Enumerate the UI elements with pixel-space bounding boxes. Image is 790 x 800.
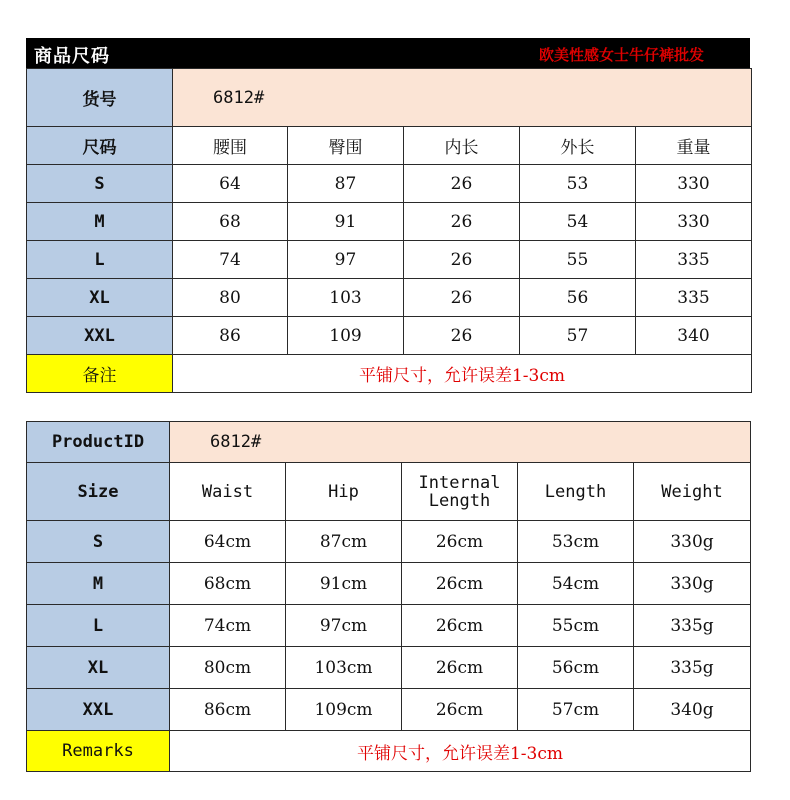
table-cell: 80cm (170, 647, 286, 689)
table-cell: 335 (636, 241, 752, 279)
row-size-label: XXL (27, 317, 173, 355)
table-cell: 26 (404, 279, 520, 317)
size-label: Size (27, 463, 170, 521)
note-row (27, 355, 752, 393)
table-cell: 26cm (402, 647, 518, 689)
table-cell: 109 (288, 317, 404, 355)
size-label: 尺码 (27, 127, 173, 165)
table-cell: 74cm (170, 605, 286, 647)
table-cell: 26cm (402, 689, 518, 731)
table-row (27, 605, 751, 647)
table-cell: 26 (404, 241, 520, 279)
table-cell: 335g (634, 605, 751, 647)
table-cell: 26cm (402, 563, 518, 605)
table-cell: 91cm (286, 563, 402, 605)
table-cell: 57 (520, 317, 636, 355)
column-header: Hip (286, 463, 402, 521)
table-cell: 330 (636, 203, 752, 241)
table-cell: 330g (634, 521, 751, 563)
table-cell: 86 (173, 317, 288, 355)
column-header: Internal Length (402, 463, 518, 521)
column-header: Waist (170, 463, 286, 521)
table-cell: 54 (520, 203, 636, 241)
table-row (27, 647, 751, 689)
table-cell: 330 (636, 165, 752, 203)
column-header: 重量 (636, 127, 752, 165)
row-size-label: XL (27, 279, 173, 317)
size-table-cn (26, 68, 752, 393)
table-cell: 80 (173, 279, 288, 317)
row-size-label: L (27, 241, 173, 279)
table-cell: 335 (636, 279, 752, 317)
table-cell: 330g (634, 563, 751, 605)
table-row (27, 563, 751, 605)
table-row (27, 165, 752, 203)
product-id: 6812# (173, 69, 752, 127)
table-cell: 340 (636, 317, 752, 355)
header-subtitle: 欧美性感女士牛仔裤批发 (538, 46, 704, 64)
column-header-row (27, 127, 752, 165)
row-size-label: M (27, 563, 170, 605)
table-row (27, 203, 752, 241)
table-cell: 68 (173, 203, 288, 241)
table-cell: 86cm (170, 689, 286, 731)
column-header: Length (518, 463, 634, 521)
header-title: 商品尺码 (34, 46, 110, 67)
table-cell: 54cm (518, 563, 634, 605)
product-label: 货号 (27, 69, 173, 127)
table-cell: 55 (520, 241, 636, 279)
column-header: 外长 (520, 127, 636, 165)
table-cell: 57cm (518, 689, 634, 731)
row-size-label: S (27, 521, 170, 563)
row-size-label: XXL (27, 689, 170, 731)
header-bar (26, 38, 750, 68)
row-size-label: XL (27, 647, 170, 689)
product-id: 6812# (170, 422, 751, 463)
row-size-label: M (27, 203, 173, 241)
table-cell: 74 (173, 241, 288, 279)
row-size-label: S (27, 165, 173, 203)
table-cell: 55cm (518, 605, 634, 647)
table-cell: 26cm (402, 521, 518, 563)
table-cell: 56 (520, 279, 636, 317)
table-cell: 87 (288, 165, 404, 203)
note-text: 平铺尺寸，允许误差1-3cm (170, 731, 751, 772)
table-cell: 26 (404, 317, 520, 355)
table-cell: 26 (404, 165, 520, 203)
note-text: 平铺尺寸，允许误差1-3cm (173, 355, 752, 393)
table-cell: 109cm (286, 689, 402, 731)
note-label: Remarks (27, 731, 170, 772)
note-label: 备注 (27, 355, 173, 393)
table-cell: 56cm (518, 647, 634, 689)
table-row (27, 689, 751, 731)
table-cell: 103cm (286, 647, 402, 689)
table-cell: 26cm (402, 605, 518, 647)
column-header: 臀围 (288, 127, 404, 165)
column-header: 内长 (404, 127, 520, 165)
table-cell: 53cm (518, 521, 634, 563)
column-header: 腰围 (173, 127, 288, 165)
product-label: ProductID (27, 422, 170, 463)
table-cell: 103 (288, 279, 404, 317)
table-cell: 335g (634, 647, 751, 689)
table-cell: 91 (288, 203, 404, 241)
table-cell: 64cm (170, 521, 286, 563)
table-cell: 97 (288, 241, 404, 279)
row-size-label: L (27, 605, 170, 647)
table-row (27, 317, 752, 355)
table-cell: 340g (634, 689, 751, 731)
table-row (27, 521, 751, 563)
table-cell: 87cm (286, 521, 402, 563)
table-cell: 64 (173, 165, 288, 203)
table-cell: 97cm (286, 605, 402, 647)
column-header-row (27, 463, 751, 521)
table-row (27, 241, 752, 279)
table-row (27, 279, 752, 317)
table-cell: 68cm (170, 563, 286, 605)
size-table-en (26, 421, 751, 772)
note-row (27, 731, 751, 772)
column-header: Weight (634, 463, 751, 521)
table-cell: 53 (520, 165, 636, 203)
table-cell: 26 (404, 203, 520, 241)
